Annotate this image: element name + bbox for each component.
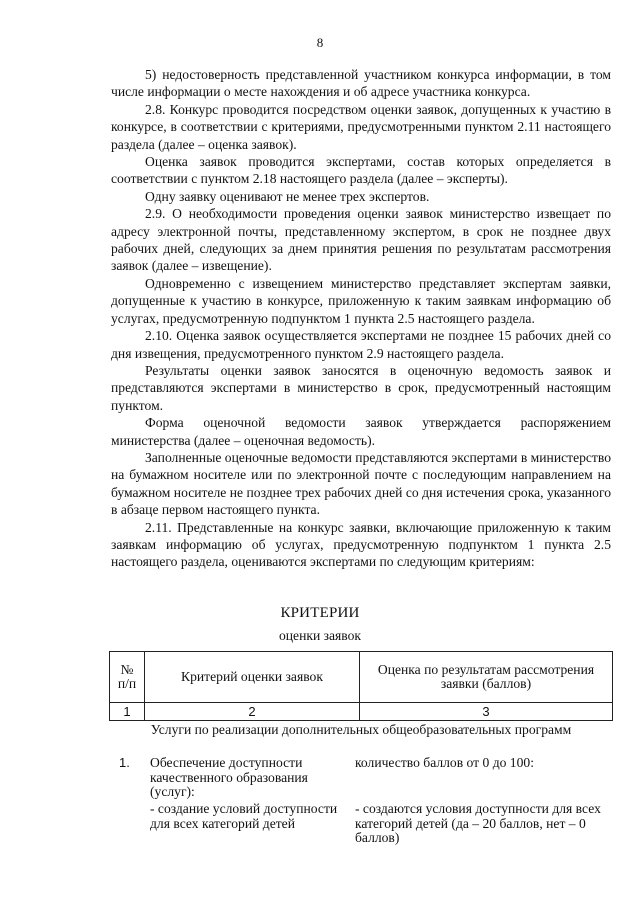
row-score: количество баллов от 0 до 100: — [355, 755, 534, 770]
table-number-row — [110, 703, 613, 721]
section-heading: Услуги по реализации дополнительных общеобразовательных программ — [150, 722, 572, 737]
row-number: 1. — [119, 755, 130, 770]
paragraph: 2.10. Оценка заявок осуществляется экспертами не позднее 15 рабочих дней со дня извещения, предусмотренного пунктом 2.9 настоящего раздела. — [111, 328, 611, 361]
row-sub-score: - создаются условия доступности для всех категорий детей (да – 20 баллов, нет – 0 баллов) — [355, 801, 601, 845]
paragraph: Форма оценочной ведомости заявок утверждается распоряжением министерства (далее – оценочная ведомость). — [111, 415, 611, 448]
criteria-title: КРИТЕРИИ — [280, 605, 360, 621]
paragraph: Результаты оценки заявок заносятся в оценочную ведомость заявок и представляются экспертами в министерство в срок, предусмотренный настоящим пунктом. — [111, 362, 611, 413]
paragraph: Одну заявку оценивают не менее трех экспертов. — [145, 188, 430, 204]
column-number-2: 2 — [145, 703, 360, 721]
paragraph: Оценка заявок проводится экспертами, состав которых определяется в соответствии с пунктом 2.18 настоящего раздела (далее – эксперты). — [111, 154, 611, 187]
document-body — [111, 66, 611, 571]
paragraph: 2.8. Конкурс проводится посредством оценки заявок, допущенных к участию в конкурсе, в соответствии с критериями, предусмотренными пунктом 2.11 настоящего раздела (далее – оценка заявок). — [111, 101, 611, 152]
row-sub-criterion: - создание условий доступности для всех категорий детей — [150, 801, 338, 831]
paragraph: Одновременно с извещением министерство представляет экспертам заявки, допущенные к участию в конкурсе, приложенную к таким заявкам информацию об услугах, предусмотренную подпунктом 1 пункта 2.5 настоящего раздела. — [111, 275, 611, 326]
column-number-3: 3 — [360, 703, 613, 721]
page-number: 8 — [316, 35, 324, 50]
header-number: № п/п — [110, 652, 145, 703]
header-criterion: Критерий оценки заявок — [145, 652, 360, 703]
paragraph: Заполненные оценочные ведомости представляются экспертами в министерство на бумажном носителе или по электронной почте с последующим направлением на бумажном носителе не позднее трех рабочих дней со дня истечения срока, указанного в абзаце первом настоящего пункта. — [111, 449, 611, 518]
criteria-table — [109, 651, 613, 721]
table-header-row — [110, 652, 613, 703]
header-score: Оценка по результатам рассмотрения заявки (баллов) — [360, 652, 613, 703]
paragraph: 2.11. Представленные на конкурс заявки, включающие приложенную к таким заявкам информацию об услугах, предусмотренную подпунктом 1 пункта 2.5 настоящего раздела, оцениваются экспертами по следующим критериям: — [111, 519, 611, 570]
row-criterion: Обеспечение доступности качественного образования (услуг): — [150, 755, 308, 799]
paragraph: 2.9. О необходимости проведения оценки заявок министерство извещает по адресу электронной почты, представленному экспертом, в срок не позднее двух рабочих дней, следующих за днем принятия решения по результатам рассмотрения заявок (далее – извещение). — [111, 206, 611, 274]
column-number-1: 1 — [110, 703, 145, 721]
paragraph: 5) недостоверность представленной участником конкурса информации, в том числе информации о месте нахождения и об адресе участника конкурса. — [111, 67, 611, 100]
criteria-subtitle: оценки заявок — [278, 628, 362, 643]
